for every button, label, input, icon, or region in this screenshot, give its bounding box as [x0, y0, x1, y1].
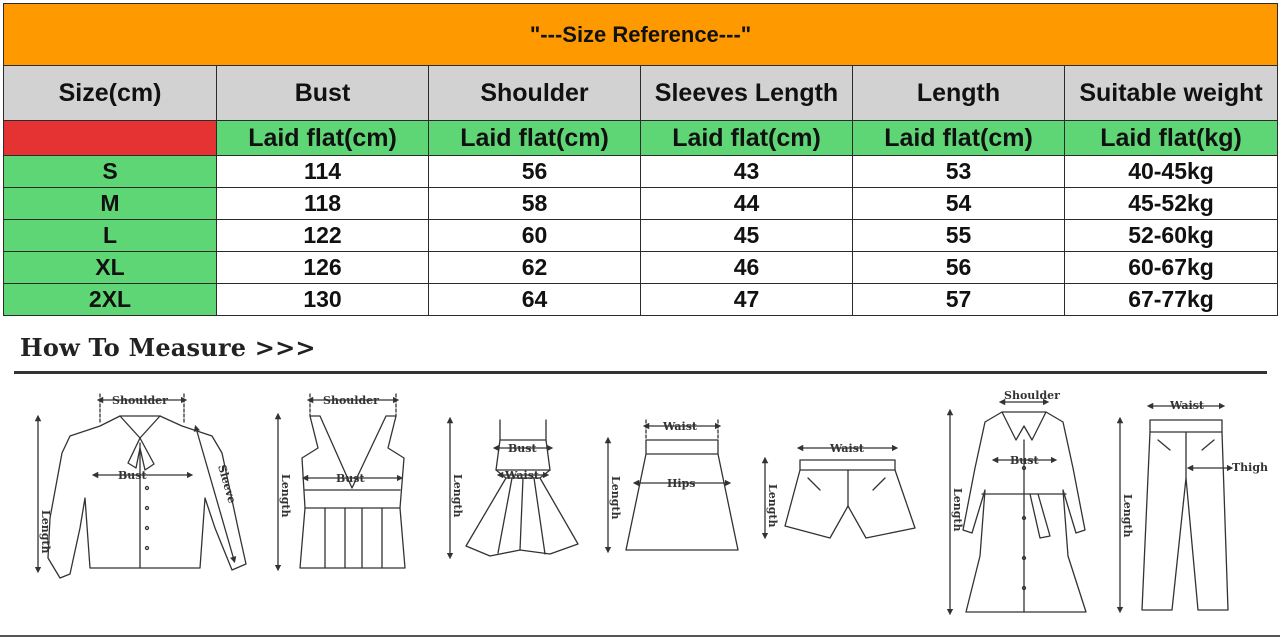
tank-top-diagram [278, 394, 405, 568]
blouse-diagram [38, 394, 246, 578]
dress-length-label: Length [451, 474, 464, 518]
size-cell: XL [4, 252, 217, 284]
header-size: Size(cm) [4, 66, 217, 121]
blouse-sleeve-label: Sleeve [215, 463, 239, 505]
sleeves-cell: 47 [641, 284, 853, 316]
skirt-diagram [608, 420, 738, 550]
sleeves-cell: 44 [641, 188, 853, 220]
tank-bust-label: Bust [336, 472, 365, 485]
shorts-diagram [765, 442, 915, 538]
bottom-border [0, 635, 1280, 637]
coat-diagram [950, 389, 1086, 612]
table-row [4, 284, 1278, 316]
weight-cell: 67-77kg [1065, 284, 1278, 316]
weight-cell: 52-60kg [1065, 220, 1278, 252]
length-cell: 57 [853, 284, 1065, 316]
header-sleeves-length: Sleeves Length [641, 66, 853, 121]
how-to-measure-title: How To Measure >>> [20, 333, 316, 362]
weight-cell: 60-67kg [1065, 252, 1278, 284]
dress-bust-label: Bust [508, 442, 537, 455]
size-cell: S [4, 156, 217, 188]
shoulder-cell: 64 [429, 284, 641, 316]
table-row [4, 220, 1278, 252]
coat-icon [963, 412, 1086, 612]
subheader-bust: Laid flat(cm) [217, 121, 429, 156]
size-cell: 2XL [4, 284, 217, 316]
pants-thigh-label: Thigh [1232, 461, 1269, 474]
pants-icon [1142, 420, 1228, 610]
header-row [4, 66, 1278, 121]
weight-cell: 45-52kg [1065, 188, 1278, 220]
tank-length-label: Length [279, 474, 292, 518]
table-title: "---Size Reference---" [4, 4, 1278, 66]
tank-top-icon [300, 416, 405, 568]
measurement-diagrams [0, 378, 1280, 630]
length-cell: 53 [853, 156, 1065, 188]
header-bust: Bust [217, 66, 429, 121]
pants-diagram [1120, 399, 1268, 610]
length-cell: 55 [853, 220, 1065, 252]
subheader-weight: Laid flat(kg) [1065, 121, 1278, 156]
bust-cell: 122 [217, 220, 429, 252]
section-divider [14, 371, 1267, 374]
shoulder-cell: 60 [429, 220, 641, 252]
dress-icon [466, 420, 578, 556]
bust-cell: 126 [217, 252, 429, 284]
weight-cell: 40-45kg [1065, 156, 1278, 188]
coat-bust-label: Bust [1010, 454, 1039, 467]
skirt-icon [626, 440, 738, 550]
size-cell: L [4, 220, 217, 252]
header-suitable-weight: Suitable weight [1065, 66, 1278, 121]
table-row [4, 252, 1278, 284]
pants-waist-label: Waist [1170, 399, 1204, 412]
sleeves-cell: 43 [641, 156, 853, 188]
blouse-bust-label: Bust [118, 469, 147, 482]
size-reference-table [3, 3, 1278, 316]
title-row [4, 4, 1278, 66]
coat-length-label: Length [951, 488, 964, 532]
length-cell: 56 [853, 252, 1065, 284]
dress-waist-label: Waist [505, 469, 539, 482]
skirt-waist-label: Waist [663, 420, 697, 433]
header-shoulder: Shoulder [429, 66, 641, 121]
tank-shoulder-label: Shoulder [323, 394, 379, 407]
skirt-length-label: Length [609, 476, 622, 520]
blouse-shoulder-label: Shoulder [112, 394, 168, 407]
table-row [4, 156, 1278, 188]
header-length: Length [853, 66, 1065, 121]
bust-cell: 130 [217, 284, 429, 316]
bust-cell: 118 [217, 188, 429, 220]
shorts-length-label: Length [766, 484, 779, 528]
subheader-shoulder: Laid flat(cm) [429, 121, 641, 156]
length-cell: 54 [853, 188, 1065, 220]
size-cell: M [4, 188, 217, 220]
table-row [4, 188, 1278, 220]
skirt-hips-label: Hips [667, 477, 696, 490]
shorts-icon [785, 460, 915, 538]
shoulder-cell: 58 [429, 188, 641, 220]
shorts-waist-label: Waist [830, 442, 864, 455]
blouse-length-label: Length [39, 510, 52, 554]
subheader-sleeves: Laid flat(cm) [641, 121, 853, 156]
coat-shoulder-label: Shoulder [1004, 389, 1060, 402]
subheader-blank [4, 121, 217, 156]
dress-diagram [450, 420, 578, 556]
sleeves-cell: 46 [641, 252, 853, 284]
sleeves-cell: 45 [641, 220, 853, 252]
subheader-row [4, 121, 1278, 156]
subheader-length: Laid flat(cm) [853, 121, 1065, 156]
bust-cell: 114 [217, 156, 429, 188]
shoulder-cell: 62 [429, 252, 641, 284]
shoulder-cell: 56 [429, 156, 641, 188]
pants-length-label: Length [1121, 494, 1134, 538]
